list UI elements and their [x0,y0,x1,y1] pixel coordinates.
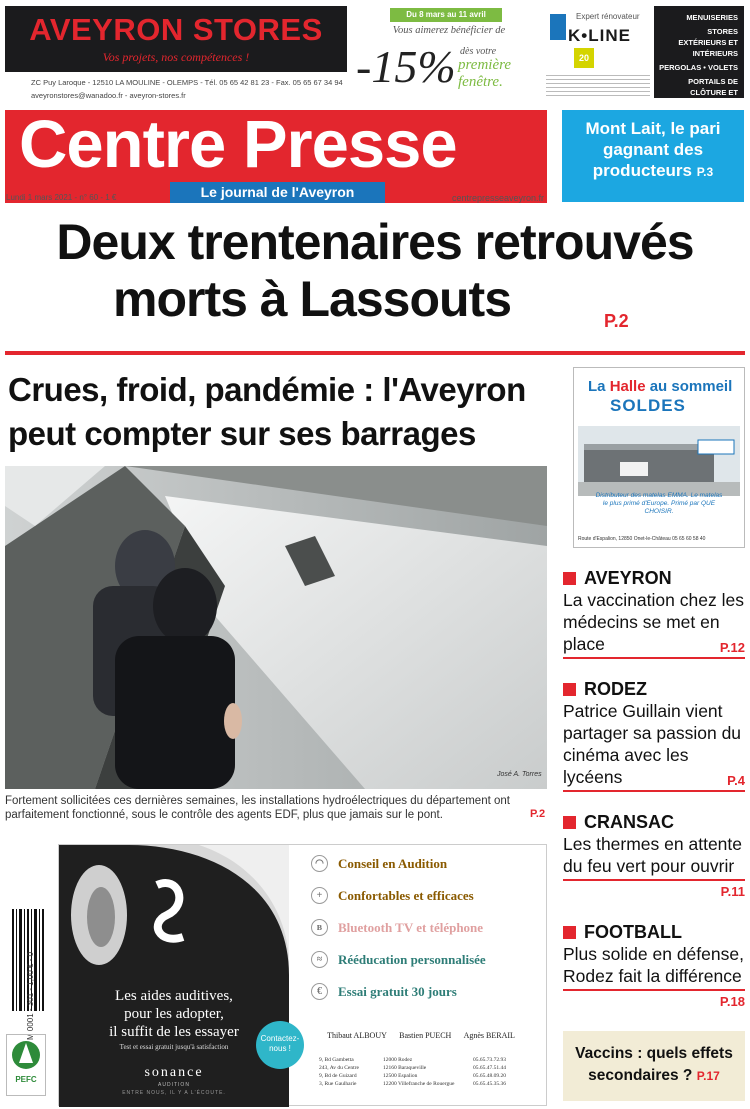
ad-aveyron-stores [5,6,347,102]
addr-city: 12000 Rodez [383,1057,413,1063]
masthead [5,107,547,203]
addr-street: 9, Bd de Guizard [319,1073,357,1079]
brief-aveyron[interactable] [563,567,745,659]
addr-phone: 05.65.73.72.93 [473,1057,506,1063]
halle-title [588,378,732,395]
sonance-name: Thibaut ALBOUY [327,1031,387,1040]
brief-text: Patrice Guillain vient partager sa passion du cinéma avec les lycéens [563,701,742,787]
kline-logo-icon [550,14,566,40]
addr-city: 12500 Espalion [383,1073,418,1079]
pefc-tree-icon [7,1035,45,1095]
brief-text: Les thermes en attente du feu vert pour ouvrir [563,834,742,876]
dateline: Lundi 1 mars 2021 - n° 60 - 1 € [6,193,117,202]
addr-street: 243, Av du Centre [319,1065,359,1071]
sonance-name: Agnès BERAIL [463,1031,515,1040]
brief-page: P.18 [719,994,745,1009]
brief-tag-label: AVEYRON [584,567,672,588]
ad-sonance [58,844,547,1106]
ad-menu-list [654,6,744,108]
sonance-tagline-3: il suffit de les essayer [109,1024,239,1040]
sonance-tagline-1: Les aides auditives, [115,988,233,1004]
sonance-address-row [319,1065,506,1071]
brief-rule [563,989,745,991]
main-headline-line2[interactable]: morts à Lassouts [113,271,512,327]
ad-promo-premiere: première [458,57,512,73]
kline-badge: 20 [574,48,594,68]
addr-street: 3, Rue Gaulharie [319,1081,357,1087]
sonance-names [321,1031,521,1040]
addr-street: 9, Bd Gambetta [319,1057,354,1063]
ad-promo-percent: -15% [356,41,456,92]
kline-expert: Expert rénovateur [576,12,640,21]
red-square-icon [563,572,576,585]
sonance-test: Test et essai gratuit jusqu'à satisfaction [119,1043,229,1051]
kline-fineprint [546,72,650,98]
ad-promo-des: dès votre [460,46,497,57]
sonance-feature-label: Essai gratuit 30 jours [338,983,457,999]
main-headline[interactable]: Deux trentenaires retrouvés [56,214,694,270]
masthead-title: Centre Presse [19,107,457,182]
vaccins-page: P.17 [696,1069,720,1083]
red-square-icon [563,926,576,939]
ear-icon: ◠ [311,855,328,872]
red-square-icon [563,683,576,696]
sonance-contact-button[interactable]: Contactez-nous ! [256,1021,304,1069]
ad-stores-title: AVEYRON STORES [29,12,323,47]
brief-cransac[interactable] [563,811,745,903]
sonance-brand: sonance [144,1065,204,1080]
ad-menu-item: PORTAILS DE CLÔTURE ET GARAGE [688,77,738,108]
brief-page: P.4 [727,773,745,788]
ad-promo-question: Vous aimerez bénéficier de [392,25,506,36]
sonance-image-panel [59,845,289,1107]
brief-tag [563,567,745,589]
brief-tag [563,811,745,833]
sonance-feature [311,855,447,872]
halle-distributor: Distributeur des matelas EMMA. Le matelas le plus primé d'Europe. Primé par QUE CHOISIR. [595,492,723,515]
sonance-feature-label: Confortables et efficaces [338,887,474,903]
sonance-feature-label: Conseil en Audition [338,855,448,871]
brief-tag [563,678,745,700]
story2-line2: peut compter sur ses barrages [8,415,476,452]
sonance-feature [311,887,474,904]
ad-stores-contact: aveyronstores@wanadoo.fr - aveyron-stores.fr [31,91,186,100]
brief-tag-label: RODEZ [584,678,647,699]
brief-tag-label: FOOTBALL [584,921,682,942]
halle-soldes: SOLDES [610,396,686,415]
brief-rule [563,657,745,659]
masthead-subtitle: Le journal de l'Aveyron [170,182,385,203]
sonance-feature [311,919,483,936]
teaser-mont-lait[interactable] [562,110,744,202]
caption-page: P.2 [530,808,546,820]
ad-menu-item: MENUISERIES [686,13,738,22]
halle-title-c: au sommeil [645,378,733,395]
bluetooth-icon: ʙ [311,919,328,936]
sonance-feature-label: Rééducation personnalisée [338,951,486,967]
ad-promo-dates: Du 8 mars au 11 avril [390,8,502,22]
pefc-logo [6,1034,46,1096]
dam-photo-image [5,466,547,789]
ad-menu-item: STORES EXTÉRIEURS ET INTÉRIEURS [678,27,738,58]
dam-photo [5,466,547,789]
red-square-icon [563,816,576,829]
kline-logo: K•LINE [568,26,631,45]
teaser-vaccins[interactable] [563,1031,745,1101]
sonance-feature-label: Bluetooth TV et téléphone [338,919,484,935]
plus-icon: + [311,887,328,904]
brief-text: La vaccination chez les médecins se met en place [563,590,744,654]
sonance-audition: AUDITION [158,1082,190,1088]
ad-halle-sommeil [573,367,745,548]
teaser-page: P.3 [696,165,714,179]
brief-football[interactable] [563,921,745,1013]
sonance-name: Bastien PUECH [399,1031,452,1040]
pefc-label: PEFC [15,1075,37,1084]
addr-city: 12200 Villefranche de Rouergue [383,1081,455,1087]
halle-building-image [578,426,740,496]
brief-body [563,943,745,1009]
ad-stores-address: ZC Puy Laroque - 12510 LA MOULINE - OLEMPS - Tél. 05 65 42 81 23 - Fax. 05 65 67 34 94 [31,78,343,87]
teaser-text: Mont Lait, le pari gagnant des producteurs [585,119,721,180]
photo-credit: José A. Torres [497,771,542,778]
brief-page: P.12 [719,640,745,655]
ad-promo [354,8,544,98]
brief-rule [563,790,745,792]
addr-phone: 05.65.47.51.44 [473,1065,506,1071]
ad-promo-fenetre: fenêtre. [458,74,503,90]
halle-footer: Route d'Espalion, 12850 Onet-le-Château 05 65 60 58 40 [578,536,706,542]
sonance-tagline [59,987,289,1041]
site-url[interactable]: centrepresseaveyron.fr [452,193,545,203]
brief-body [563,833,745,899]
halle-title-b: Halle [609,378,646,395]
addr-phone: 05.65.48.09.20 [473,1073,506,1079]
halle-title-a: La [588,378,610,395]
brief-rodez[interactable] [563,678,745,792]
brief-tag-label: CRANSAC [584,811,674,832]
barcode-text: M 0001 - 301 - 1,00 € - 0 [26,951,35,1040]
sonance-tagline-2: pour les adopter, [124,1006,224,1022]
addr-phone: 05.65.45.35.36 [473,1081,506,1087]
brief-tag [563,921,745,943]
sonance-address-row [319,1073,506,1079]
photo-caption: Fortement sollicitées ces dernières semaines, les installations hydroélectriques du département ont parfaitement fonctionné, sous le contrôle des agents EDF, plus que jamais sur le pont. [5,795,510,821]
divider [5,351,745,355]
ad-menu-item: PERGOLAS • VOLETS [659,63,738,72]
sound-icon: ≈ [311,951,328,968]
sonance-address-row [319,1081,506,1087]
sonance-address-row [319,1057,506,1063]
story2-headline[interactable] [8,368,526,456]
euro-icon: € [311,983,328,1000]
sonance-feature [311,983,457,1000]
sonance-feature [311,951,486,968]
brief-page: P.11 [720,884,745,899]
brief-body [563,700,745,788]
brief-rule [563,879,745,881]
addr-city: 12160 Baraqueville [383,1065,427,1071]
sonance-slogan: ENTRE NOUS, IL Y A L'ÉCOUTE. [122,1090,226,1096]
ad-stores-tagline: Vos projets, nos compétences ! [102,50,250,64]
brief-body [563,589,745,655]
story2-line1: Crues, froid, pandémie : l'Aveyron [8,371,526,408]
headline-page: P.2 [604,311,629,331]
vaccins-text: Vaccins : quels effets secondaires ? [575,1045,733,1084]
ad-kline [546,8,650,98]
brief-text: Plus solide en défense, Rodez fait la différence [563,944,744,986]
